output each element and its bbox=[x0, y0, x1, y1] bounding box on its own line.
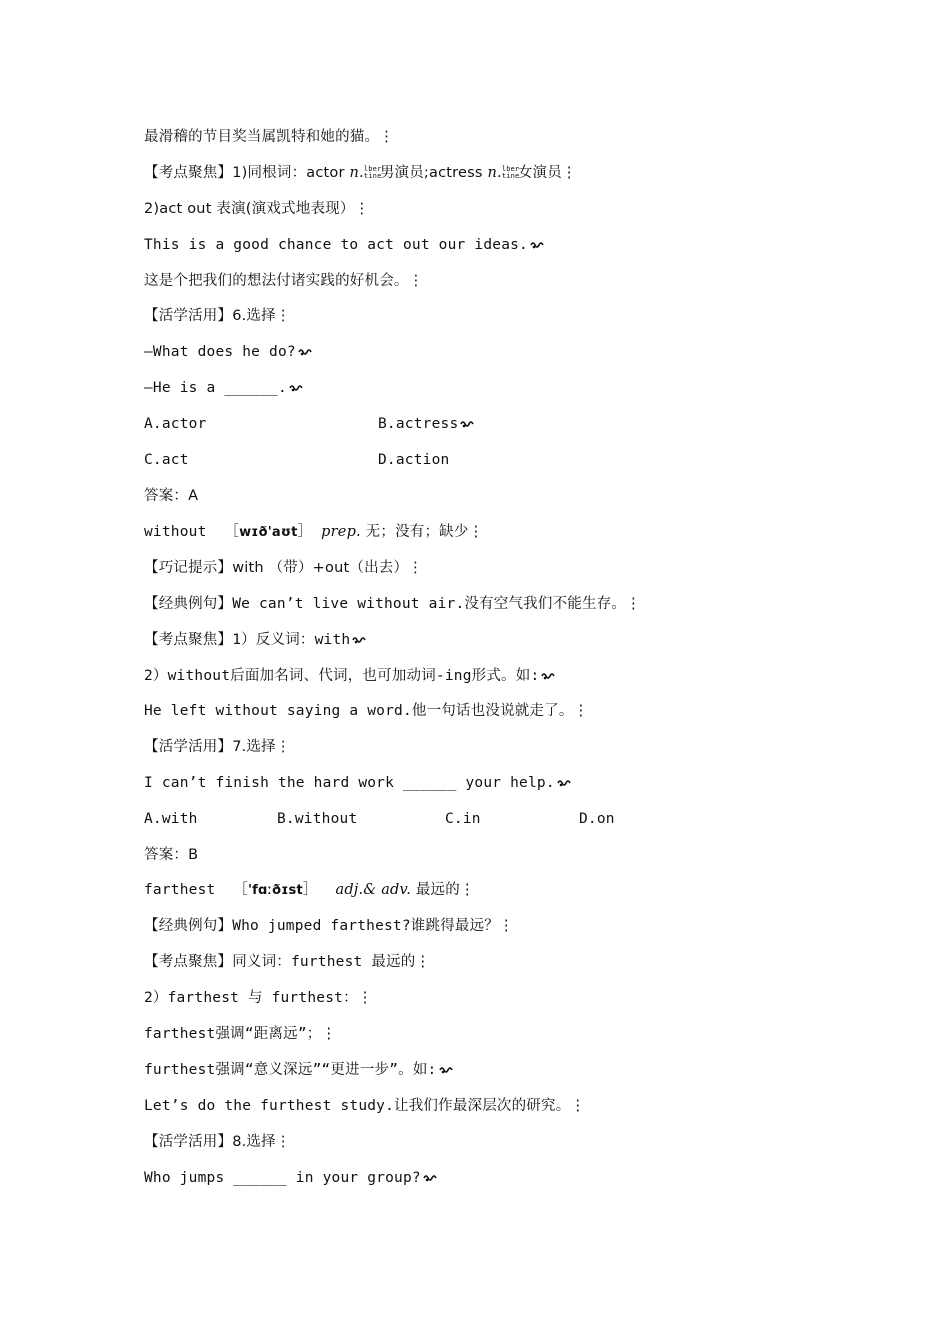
option-row: B.actress bbox=[378, 414, 474, 434]
answer-line: 答案：B bbox=[144, 847, 199, 863]
option-row: D.on bbox=[579, 811, 615, 827]
text-line: 【考点聚焦】1）反义词：with bbox=[144, 630, 366, 650]
vocab-entry: without ［wɪð'aʊt］ prep. 无；没有；缺少⋮ bbox=[144, 524, 484, 540]
option-row: C.in bbox=[445, 811, 481, 827]
text-line: 【考点聚焦】同义词：furthest 最远的⋮ bbox=[144, 954, 431, 970]
text-line: Who jumps ______ in your group? bbox=[144, 1168, 437, 1188]
text-line: Let’s do the furthest study.让我们作最深层次的研究。⋮ bbox=[144, 1098, 586, 1114]
text-line: furthest强调“意义深远”“更进一步”。如: bbox=[144, 1060, 453, 1080]
text-line: 【活学活用】7.选择⋮ bbox=[144, 739, 291, 755]
option-row: A.actor bbox=[144, 416, 207, 432]
squiggle-mark-icon bbox=[530, 240, 544, 250]
text-line: 2）farthest 与 furthest：⋮ bbox=[144, 990, 373, 1006]
squiggle-mark-icon bbox=[289, 383, 303, 393]
vocab-entry: farthest ［'fɑːðɪst］ adj.& adv. 最远的⋮ bbox=[144, 882, 475, 898]
squiggle-mark-icon bbox=[557, 778, 571, 788]
text-line: 【活学活用】8.选择⋮ bbox=[144, 1134, 291, 1150]
text-line: 2)act out 表演(演戏式地表现）⋮ bbox=[144, 201, 370, 217]
text-line: —He is a ______. bbox=[144, 378, 303, 398]
squiggle-mark-icon bbox=[541, 671, 555, 681]
text-line: 这是个把我们的想法付诸实践的好机会。⋮ bbox=[144, 273, 424, 289]
squiggle-mark-icon bbox=[460, 419, 474, 429]
option-row: A.with bbox=[144, 811, 198, 827]
text-line: He left without saying a word.他一句话也没说就走了。⋮ bbox=[144, 703, 589, 719]
text-line: 【考点聚焦】1)同根词：actor n. lber tine 男演员;actress n. lber tine 女演员⋮ bbox=[144, 165, 577, 181]
superscript-note: lber tine bbox=[501, 165, 520, 180]
text-line: 2）without后面加名词、代词，也可加动词-ing形式。如: bbox=[144, 666, 555, 686]
squiggle-mark-icon bbox=[423, 1173, 437, 1183]
squiggle-mark-icon bbox=[298, 347, 312, 357]
option-row: C.act bbox=[144, 452, 189, 468]
text-line: farthest强调“距离远”；⋮ bbox=[144, 1026, 337, 1042]
superscript-note: lber tine bbox=[363, 165, 382, 180]
text-line: 【活学活用】6.选择⋮ bbox=[144, 308, 291, 324]
text-line: I can’t finish the hard work ______ your help. bbox=[144, 773, 571, 793]
answer-line: 答案：A bbox=[144, 488, 199, 504]
squiggle-mark-icon bbox=[352, 635, 366, 645]
text-line: 【巧记提示】with （带）+out（出去）⋮ bbox=[144, 560, 423, 576]
text-line: This is a good chance to act out our ideas. bbox=[144, 235, 544, 255]
text-line: 【经典例句】Who jumped farthest?谁跳得最远？⋮ bbox=[144, 918, 514, 934]
text-line: 最滑稽的节目奖当属凯特和她的猫。⋮ bbox=[144, 129, 394, 145]
option-row: B.without bbox=[277, 811, 358, 827]
squiggle-mark-icon bbox=[439, 1065, 453, 1075]
text-line: 【经典例句】We can’t live without air.没有空气我们不能生存。⋮ bbox=[144, 596, 641, 612]
option-row: D.action bbox=[378, 452, 450, 468]
text-line: —What does he do? bbox=[144, 342, 312, 362]
